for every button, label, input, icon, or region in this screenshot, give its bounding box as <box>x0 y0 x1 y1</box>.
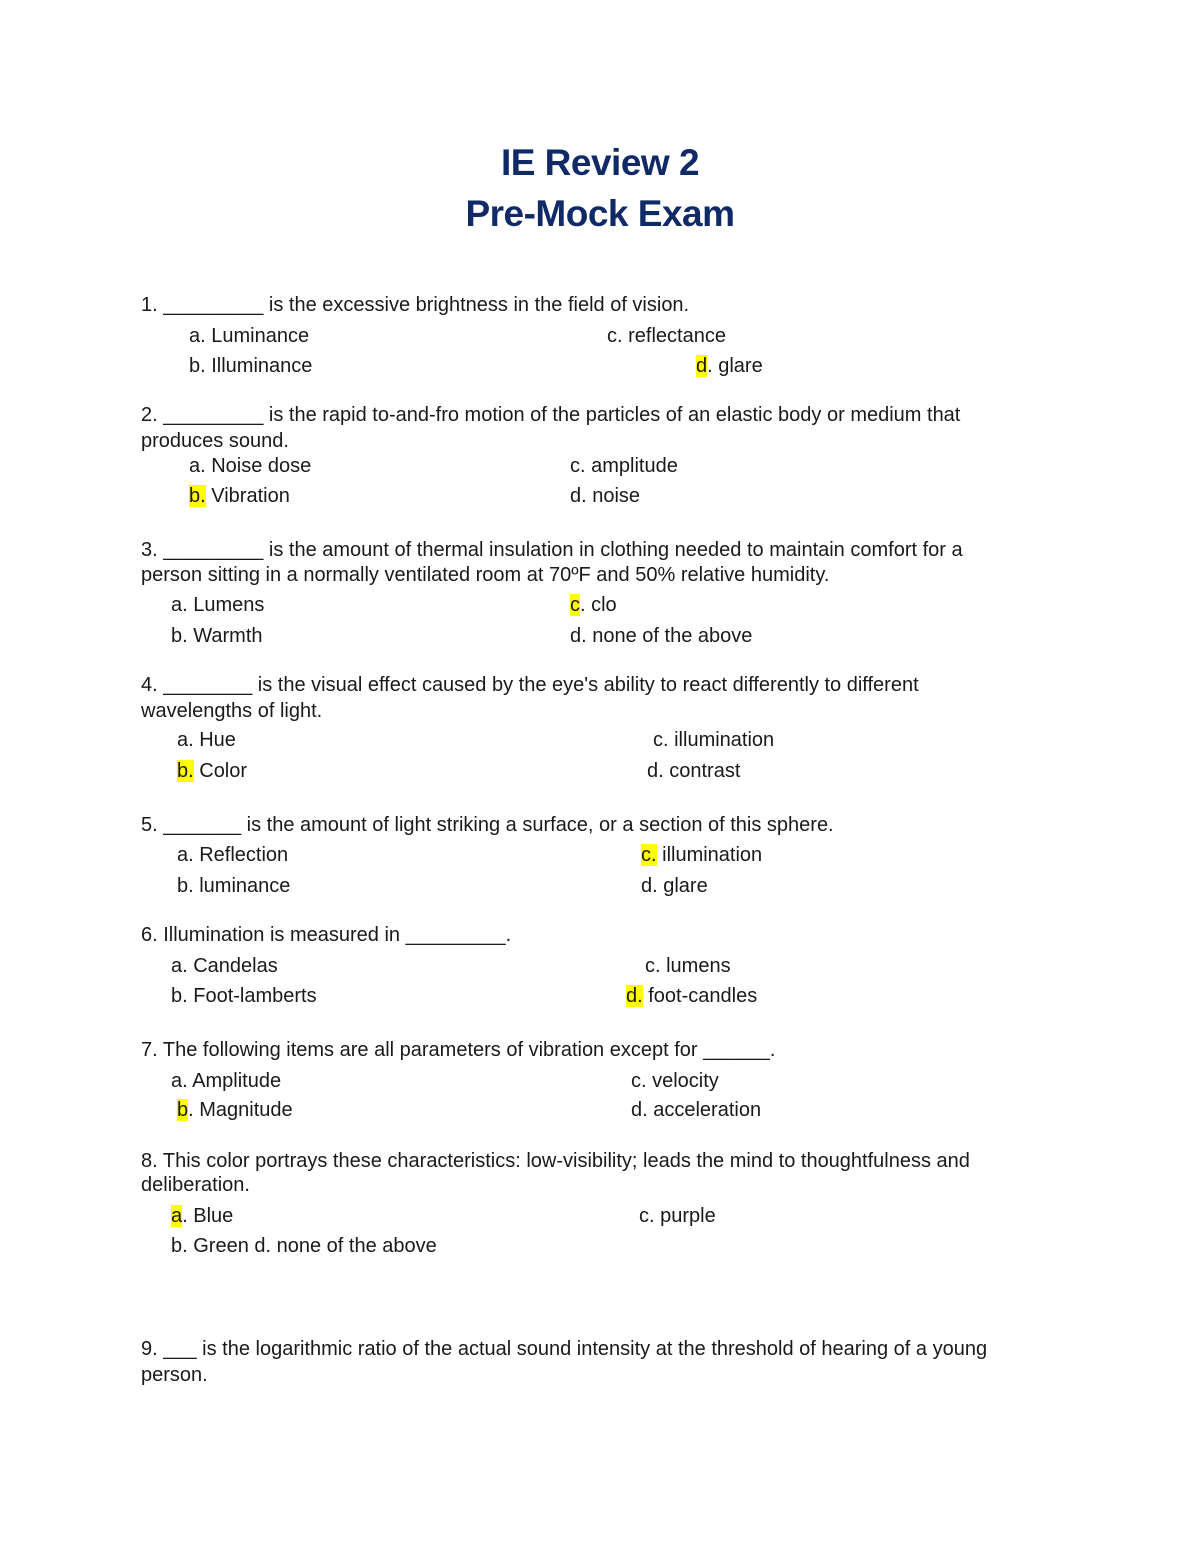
option-a <box>171 593 264 617</box>
question-stem: 2. _________ is the rapid to-and-fro motion of the particles of an elastic body or medium that <box>141 404 961 426</box>
option-letter: c <box>639 1205 649 1227</box>
option-letter: a <box>177 844 189 866</box>
option-text: . none of the above <box>581 625 753 647</box>
option-text: . Illuminance <box>200 355 313 377</box>
option-letter: d <box>641 875 653 897</box>
option-text: . acceleration <box>642 1099 762 1121</box>
option-d <box>626 984 757 1008</box>
option-text: . noise <box>581 485 641 507</box>
answer-highlight: b. <box>189 485 206 507</box>
option-letter: a <box>189 325 201 347</box>
answer-highlight: a <box>171 1205 183 1227</box>
option-text: . glare <box>707 355 763 377</box>
option-letter: d <box>647 760 659 782</box>
option-letter: b <box>189 355 201 377</box>
answer-highlight: b. <box>177 760 194 782</box>
question-stem-cont: person sitting in a normally ventilated room at 70ºF and 50% relative humidity. <box>141 564 830 586</box>
option-letter: a <box>171 955 183 977</box>
option-letter: b <box>171 1235 183 1257</box>
question-stem: 6. Illumination is measured in _________. <box>141 924 512 946</box>
question-stem-cont: produces sound. <box>141 430 289 452</box>
option-letter: c <box>653 729 663 751</box>
option-a <box>177 728 236 752</box>
question-stem: 7. The following items are all parameters of vibration except for ______. <box>141 1039 776 1061</box>
option-text: . Magnitude <box>188 1099 293 1121</box>
option-d <box>641 874 708 898</box>
document-title: IE Review 2 <box>500 142 700 183</box>
option-text: . Luminance <box>200 325 310 347</box>
option-text: . Noise dose <box>200 455 312 477</box>
option-b <box>177 1098 293 1122</box>
option-text: . amplitude <box>580 455 678 477</box>
option-c <box>570 454 678 478</box>
option-a <box>171 1069 281 1093</box>
option-text: . Foot-lamberts <box>182 985 317 1007</box>
answer-highlight: d <box>696 355 708 377</box>
option-b <box>171 624 263 648</box>
option-letter: b <box>177 875 189 897</box>
option-letter: d <box>570 625 582 647</box>
option-text: . Warmth <box>182 625 263 647</box>
option-letter: b <box>171 985 183 1007</box>
option-letter: b <box>171 625 183 647</box>
question-stem: 5. _______ is the amount of light striking a surface, or a section of this sphere. <box>141 814 834 836</box>
option-letter: a <box>189 455 201 477</box>
option-text: . Green d. none of the above <box>182 1235 437 1257</box>
option-b <box>177 759 247 783</box>
option-text: . Candelas <box>182 955 278 977</box>
question-stem: 9. ___ is the logarithmic ratio of the actual sound intensity at the threshold of hearing of a young <box>141 1338 988 1360</box>
option-text: . illumination <box>663 729 775 751</box>
answer-highlight: c. <box>641 844 657 866</box>
option-text: . clo <box>580 594 617 616</box>
option-letter: d <box>570 485 582 507</box>
option-a <box>171 954 278 978</box>
option-text: . reflectance <box>617 325 726 347</box>
option-c <box>607 324 726 348</box>
question-stem: 8. This color portrays these characteristics: low-visibility; leads the mind to thoughtfulness and <box>141 1150 970 1172</box>
option-letter: c <box>607 325 617 347</box>
option-text: . Hue <box>188 729 236 751</box>
option-c <box>653 728 774 752</box>
option-text: . contrast <box>658 760 741 782</box>
option-a <box>189 324 309 348</box>
question-stem-cont: wavelengths of light. <box>141 700 323 722</box>
option-text: . luminance <box>188 875 291 897</box>
question-stem: 4. ________ is the visual effect caused by the eye's ability to react differently to different <box>141 674 919 696</box>
option-b <box>171 984 317 1008</box>
answer-highlight: b <box>177 1099 189 1121</box>
option-c <box>645 954 731 978</box>
option-text: . lumens <box>655 955 731 977</box>
option-d <box>696 354 763 378</box>
option-c <box>639 1204 716 1228</box>
option-text: . glare <box>652 875 708 897</box>
option-letter: a <box>171 594 183 616</box>
document-subtitle: Pre-Mock Exam <box>465 193 735 234</box>
option-text: . Lumens <box>182 594 265 616</box>
question-stem-cont: deliberation. <box>141 1174 250 1196</box>
question-stem: 3. _________ is the amount of thermal insulation in clothing needed to maintain comfort for a <box>141 539 963 561</box>
option-text: . Reflection <box>188 844 289 866</box>
option-a <box>177 843 288 867</box>
option-text: illumination <box>656 844 763 866</box>
option-text: . Amplitude <box>182 1070 282 1092</box>
option-text: foot-candles <box>642 985 758 1007</box>
answer-highlight: d. <box>626 985 643 1007</box>
option-text: . Blue <box>182 1205 234 1227</box>
option-b <box>189 484 290 508</box>
answer-highlight: c <box>570 594 580 616</box>
question-stem: 1. _________ is the excessive brightness in the field of vision. <box>141 294 690 316</box>
option-d <box>570 484 640 508</box>
option-letter: c <box>631 1070 641 1092</box>
option-letter: c <box>645 955 655 977</box>
option-letter: c <box>570 455 580 477</box>
option-a <box>171 1204 233 1228</box>
option-text: Color <box>193 760 248 782</box>
option-letter: a <box>177 729 189 751</box>
option-b <box>189 354 312 378</box>
option-text: . purple <box>649 1205 716 1227</box>
option-c <box>570 593 617 617</box>
option-d <box>631 1098 761 1122</box>
question-stem-cont: person. <box>141 1364 208 1386</box>
option-c <box>631 1069 719 1093</box>
option-a <box>189 454 311 478</box>
option-letter: d <box>631 1099 643 1121</box>
option-b <box>171 1234 437 1258</box>
option-letter: a <box>171 1070 183 1092</box>
option-c <box>641 843 762 867</box>
option-text: . velocity <box>641 1070 719 1092</box>
option-text: Vibration <box>205 485 290 507</box>
option-d <box>647 759 740 783</box>
option-b <box>177 874 290 898</box>
option-d <box>570 624 752 648</box>
